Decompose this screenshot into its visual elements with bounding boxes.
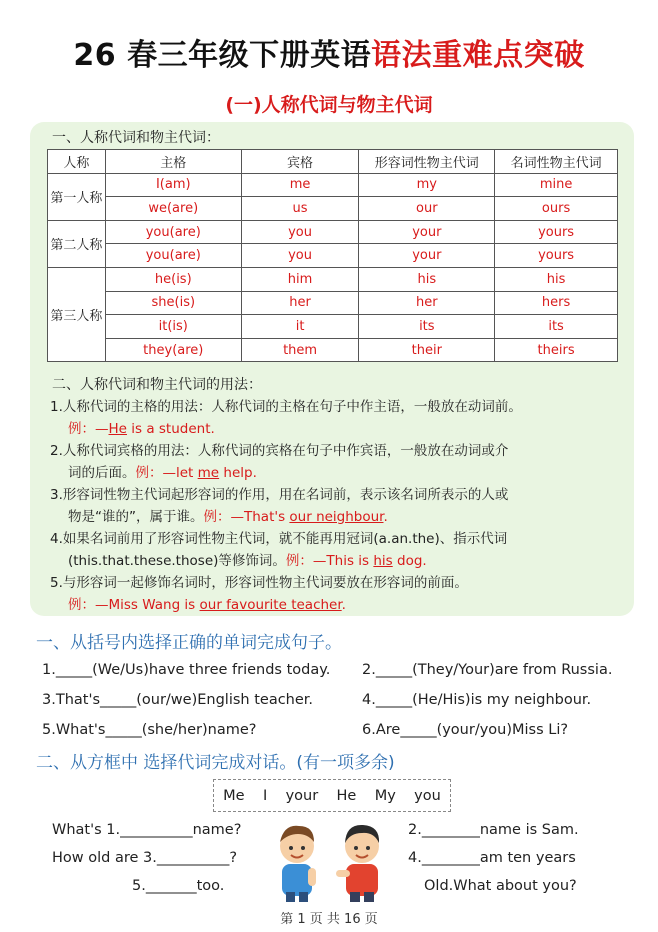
table-cell: yours bbox=[495, 220, 618, 244]
table-header-cell: 宾格 bbox=[241, 150, 359, 174]
table-cell: you bbox=[241, 220, 359, 244]
usage-rules bbox=[50, 396, 522, 616]
table-cell: I(am) bbox=[105, 173, 241, 197]
boy-left-icon bbox=[280, 826, 316, 902]
table-row bbox=[48, 338, 618, 362]
word-option: He bbox=[336, 787, 357, 804]
dialog-line-4-cont[interactable]: Old.What about you? bbox=[424, 878, 577, 894]
table-cell: it(is) bbox=[105, 315, 241, 339]
example-underlined: our favourite teacher bbox=[199, 597, 342, 613]
boy-right-icon bbox=[336, 825, 379, 902]
rule-4: 4.如果名词前用了形容词性物主代词，就不能再用冠词(a.an.the)、指示代词 bbox=[50, 531, 508, 547]
table-cell: mine bbox=[495, 173, 618, 197]
table-header-cell: 形容词性物主代词 bbox=[359, 150, 495, 174]
table-cell: hers bbox=[495, 291, 618, 315]
table-row bbox=[48, 291, 618, 315]
example-suffix: help. bbox=[219, 465, 257, 481]
rule-1-example bbox=[50, 418, 522, 440]
example-prefix: 例：—This is bbox=[285, 553, 374, 569]
page-title-highlight: 语法重难点突破 bbox=[371, 38, 585, 73]
table-cell: him bbox=[241, 267, 359, 291]
rule-3-cont bbox=[50, 506, 522, 528]
page-title-main: 26 春三年级下册英语 bbox=[73, 38, 372, 73]
table-cell: your bbox=[359, 220, 495, 244]
table-row bbox=[48, 315, 618, 339]
table-cell: their bbox=[359, 338, 495, 362]
rule-5: 5.与形容词一起修饰名词时，形容词性物主代词要放在形容词的前面。 bbox=[50, 575, 468, 591]
example-suffix: is a student. bbox=[126, 421, 215, 437]
example-suffix: dog. bbox=[392, 553, 427, 569]
example-prefix: 例：—let bbox=[135, 465, 198, 481]
dialog-line-5[interactable]: 5._______too. bbox=[132, 878, 225, 894]
question-6[interactable]: 6.Are_____(your/you)Miss Li? bbox=[362, 722, 569, 738]
example-suffix: . bbox=[383, 509, 388, 525]
table-row bbox=[48, 173, 618, 197]
table-cell: her bbox=[241, 291, 359, 315]
table-row bbox=[48, 197, 618, 221]
table-cell: us bbox=[241, 197, 359, 221]
rule-4-cont bbox=[50, 550, 522, 572]
table-header-row bbox=[48, 150, 618, 174]
table-cell: yours bbox=[495, 244, 618, 268]
table-cell: you(are) bbox=[105, 220, 241, 244]
table-cell: your bbox=[359, 244, 495, 268]
pronoun-table bbox=[47, 149, 618, 362]
table-row bbox=[48, 220, 618, 244]
task1-heading: 一、从括号内选择正确的单词完成句子。 bbox=[36, 633, 342, 653]
section1-heading: 一、人称代词和物主代词： bbox=[52, 130, 220, 146]
table-cell: them bbox=[241, 338, 359, 362]
table-cell: our bbox=[359, 197, 495, 221]
example-prefix: 例：—That's bbox=[203, 509, 290, 525]
table-cell: you bbox=[241, 244, 359, 268]
question-2[interactable]: 2._____(They/Your)are from Russia. bbox=[362, 662, 613, 678]
word-option: Me bbox=[223, 787, 245, 804]
dialog-line-2[interactable]: 2.________name is Sam. bbox=[408, 822, 579, 838]
table-cell: her bbox=[359, 291, 495, 315]
table-header-cell: 名词性物主代词 bbox=[495, 150, 618, 174]
question-3[interactable]: 3.That's_____(our/we)English teacher. bbox=[42, 692, 314, 708]
table-cell: we(are) bbox=[105, 197, 241, 221]
rule-1: 1.人称代词的主格的用法：人称代词的主格在句子中作主语，一般放在动词前。 bbox=[50, 399, 522, 415]
table-cell: he(is) bbox=[105, 267, 241, 291]
table-cell: my bbox=[359, 173, 495, 197]
example-underlined: our neighbour bbox=[289, 509, 384, 525]
example-underlined: his bbox=[373, 553, 393, 569]
person-cell: 第三人称 bbox=[48, 267, 106, 361]
table-cell: theirs bbox=[495, 338, 618, 362]
table-cell: his bbox=[495, 267, 618, 291]
word-option: your bbox=[285, 787, 319, 804]
table-cell: its bbox=[359, 315, 495, 339]
word-box bbox=[213, 779, 451, 812]
table-header-cell: 人称 bbox=[48, 150, 106, 174]
word-option: you bbox=[414, 787, 441, 804]
rule-2: 2.人称代词宾格的用法：人称代词的宾格在句子中作宾语，一般放在动词或介 bbox=[50, 443, 509, 459]
table-cell: me bbox=[241, 173, 359, 197]
rule-5-example bbox=[50, 594, 522, 616]
page-title bbox=[0, 30, 658, 74]
dialog-line-4[interactable]: 4.________am ten years bbox=[408, 850, 576, 866]
example-prefix: 例：— bbox=[68, 421, 109, 437]
example-underlined: He bbox=[108, 421, 127, 437]
rule-2-cont bbox=[50, 462, 522, 484]
two-boys-illustration bbox=[272, 816, 390, 902]
question-4[interactable]: 4._____(He/His)is my neighbour. bbox=[362, 692, 592, 708]
table-row bbox=[48, 267, 618, 291]
table-header-cell: 主格 bbox=[105, 150, 241, 174]
table-cell: his bbox=[359, 267, 495, 291]
person-cell: 第二人称 bbox=[48, 220, 106, 267]
example-suffix: . bbox=[341, 597, 346, 613]
table-cell: you(are) bbox=[105, 244, 241, 268]
word-option: I bbox=[262, 787, 268, 804]
word-option: My bbox=[374, 787, 396, 804]
rule-3-tail: 物是“谁的”，属于谁。 bbox=[68, 509, 204, 525]
question-5[interactable]: 5.What's_____(she/her)name? bbox=[42, 722, 257, 738]
question-1[interactable]: 1._____(We/Us)have three friends today. bbox=[42, 662, 331, 678]
rule-4-tail: (this.that.these.those)等修饰词。 bbox=[68, 553, 286, 569]
section2-heading: 二、人称代词和物主代词的用法： bbox=[52, 377, 262, 393]
page-footer: 第 1 页 共 16 页 bbox=[280, 912, 378, 927]
rule-2-tail: 词的后面。 bbox=[68, 465, 136, 481]
table-cell: it bbox=[241, 315, 359, 339]
section-subtitle: (一)人称代词与物主代词 bbox=[225, 94, 433, 116]
table-cell: she(is) bbox=[105, 291, 241, 315]
person-cell: 第一人称 bbox=[48, 173, 106, 220]
dialog-line-1[interactable]: What's 1.__________name? bbox=[52, 822, 242, 838]
dialog-line-3[interactable]: How old are 3.__________? bbox=[52, 850, 238, 866]
task2-heading: 二、从方框中 选择代词完成对话。(有一项多余) bbox=[36, 753, 395, 773]
example-underlined: me bbox=[197, 465, 220, 481]
table-cell: they(are) bbox=[105, 338, 241, 362]
example-prefix: 例：—Miss Wang is bbox=[68, 597, 200, 613]
table-cell: its bbox=[495, 315, 618, 339]
table-row bbox=[48, 244, 618, 268]
rule-3: 3.形容词性物主代词起形容词的作用，用在名词前，表示该名词所表示的人或 bbox=[50, 487, 509, 503]
table-cell: ours bbox=[495, 197, 618, 221]
